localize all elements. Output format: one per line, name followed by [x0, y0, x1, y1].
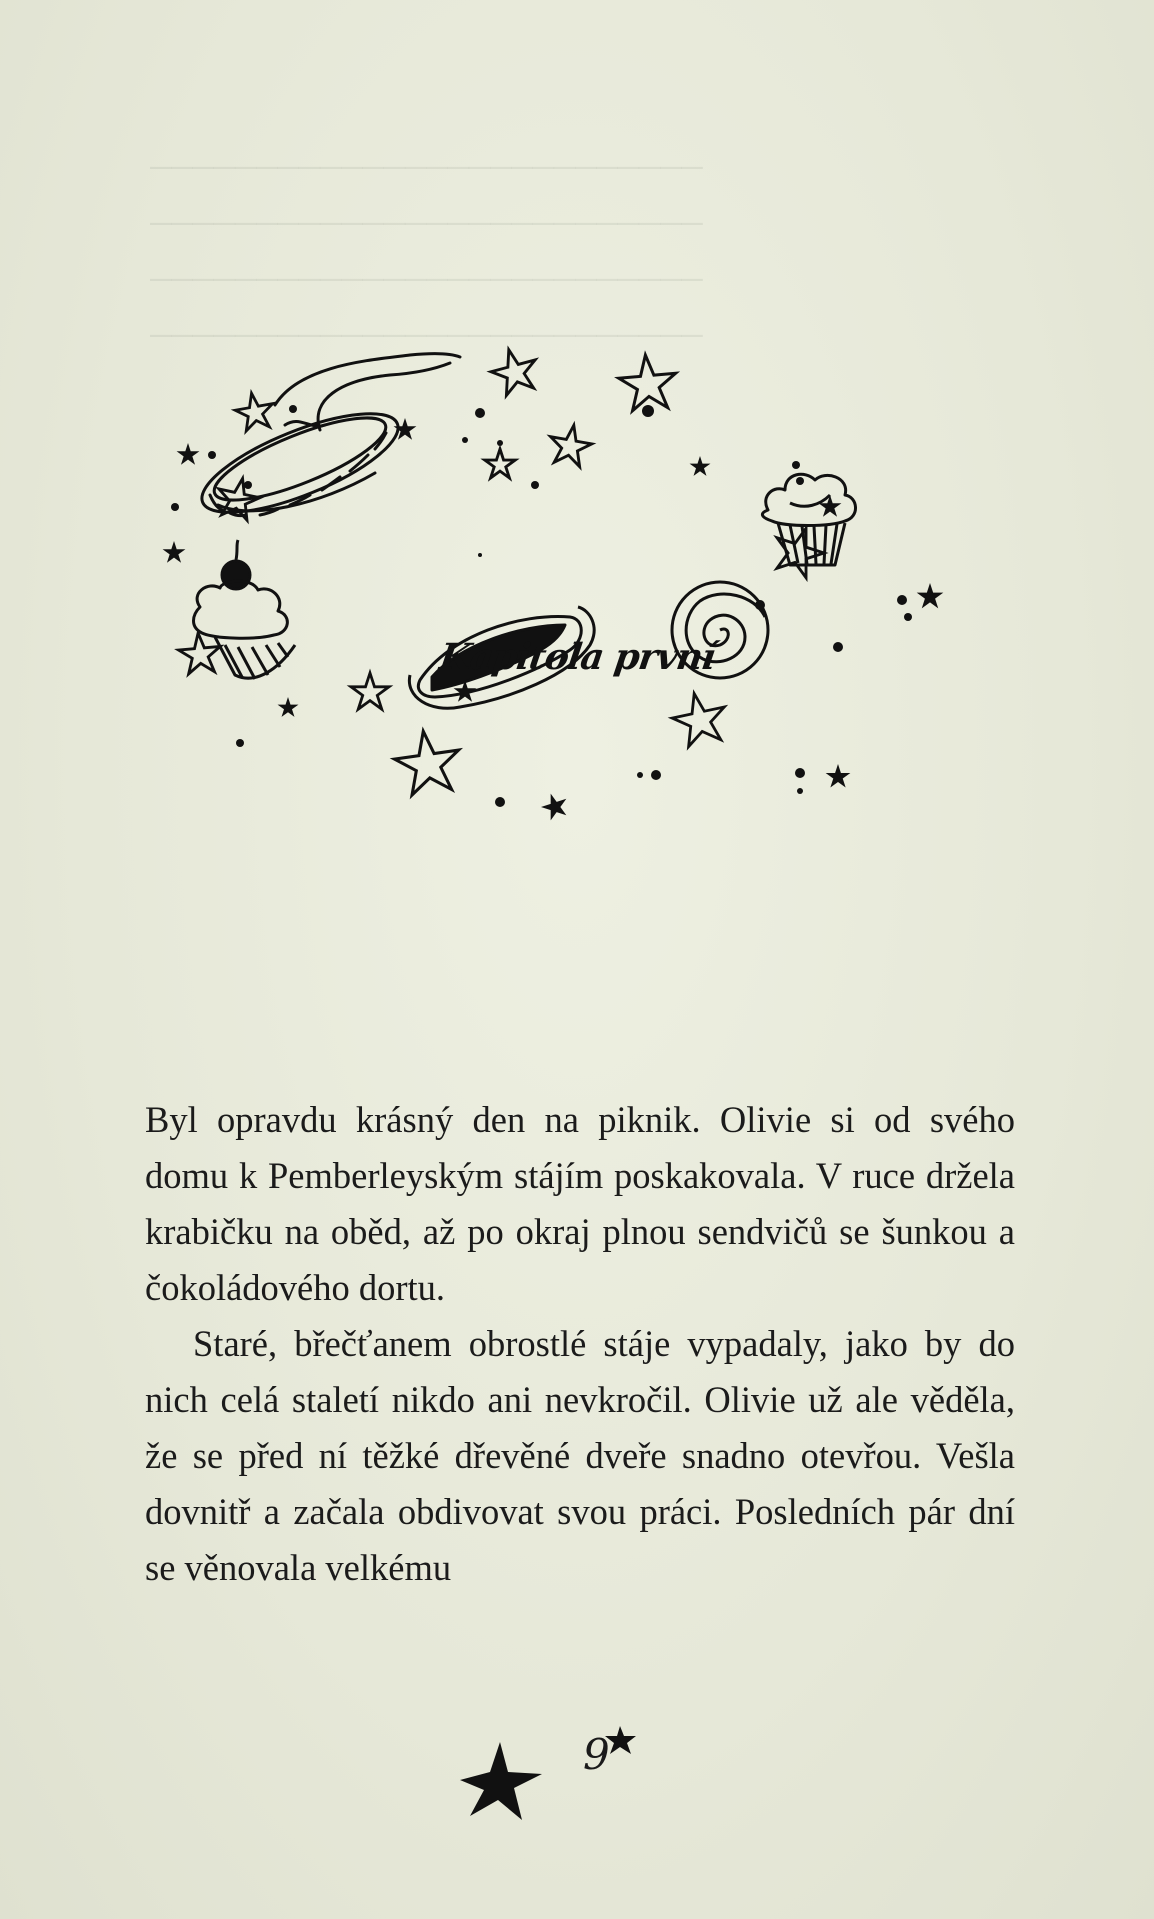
footer-stars — [450, 1720, 690, 1830]
chapter-body — [145, 1092, 1015, 1596]
cupcake-icon — [762, 474, 855, 565]
bleed-through-texture: ────────────────────────── ────────────────────────── ────────────────────────── ────────────────────────── — [150, 151, 703, 352]
paragraph: Staré, břečťanem obrostlé stáje vypadaly, jako by do nich celá staletí nikdo ani nevkročil. Olivie už ale věděla, že se před ní těžké dřevěné dveře snadno otevřou. Vešla dovnitř a začala obdivovat svou práci. Posledních pár dní se věnovala velkému — [145, 1323, 1015, 1588]
page-footer — [450, 1720, 690, 1830]
decorative-dots — [171, 405, 912, 807]
page-number: 9 — [583, 1730, 610, 1779]
pie-icon — [191, 354, 460, 532]
chapter-title: Kapitola první — [437, 636, 718, 678]
star-icon — [163, 345, 944, 822]
paragraph: Byl opravdu krásný den na piknik. Olivie si od svého domu k Pemberleyským stájím poskakovala. V ruce držela krabičku na oběd, až po okraj plnou sendvičů se šunkou a čokoládového dortu. — [145, 1099, 1015, 1308]
